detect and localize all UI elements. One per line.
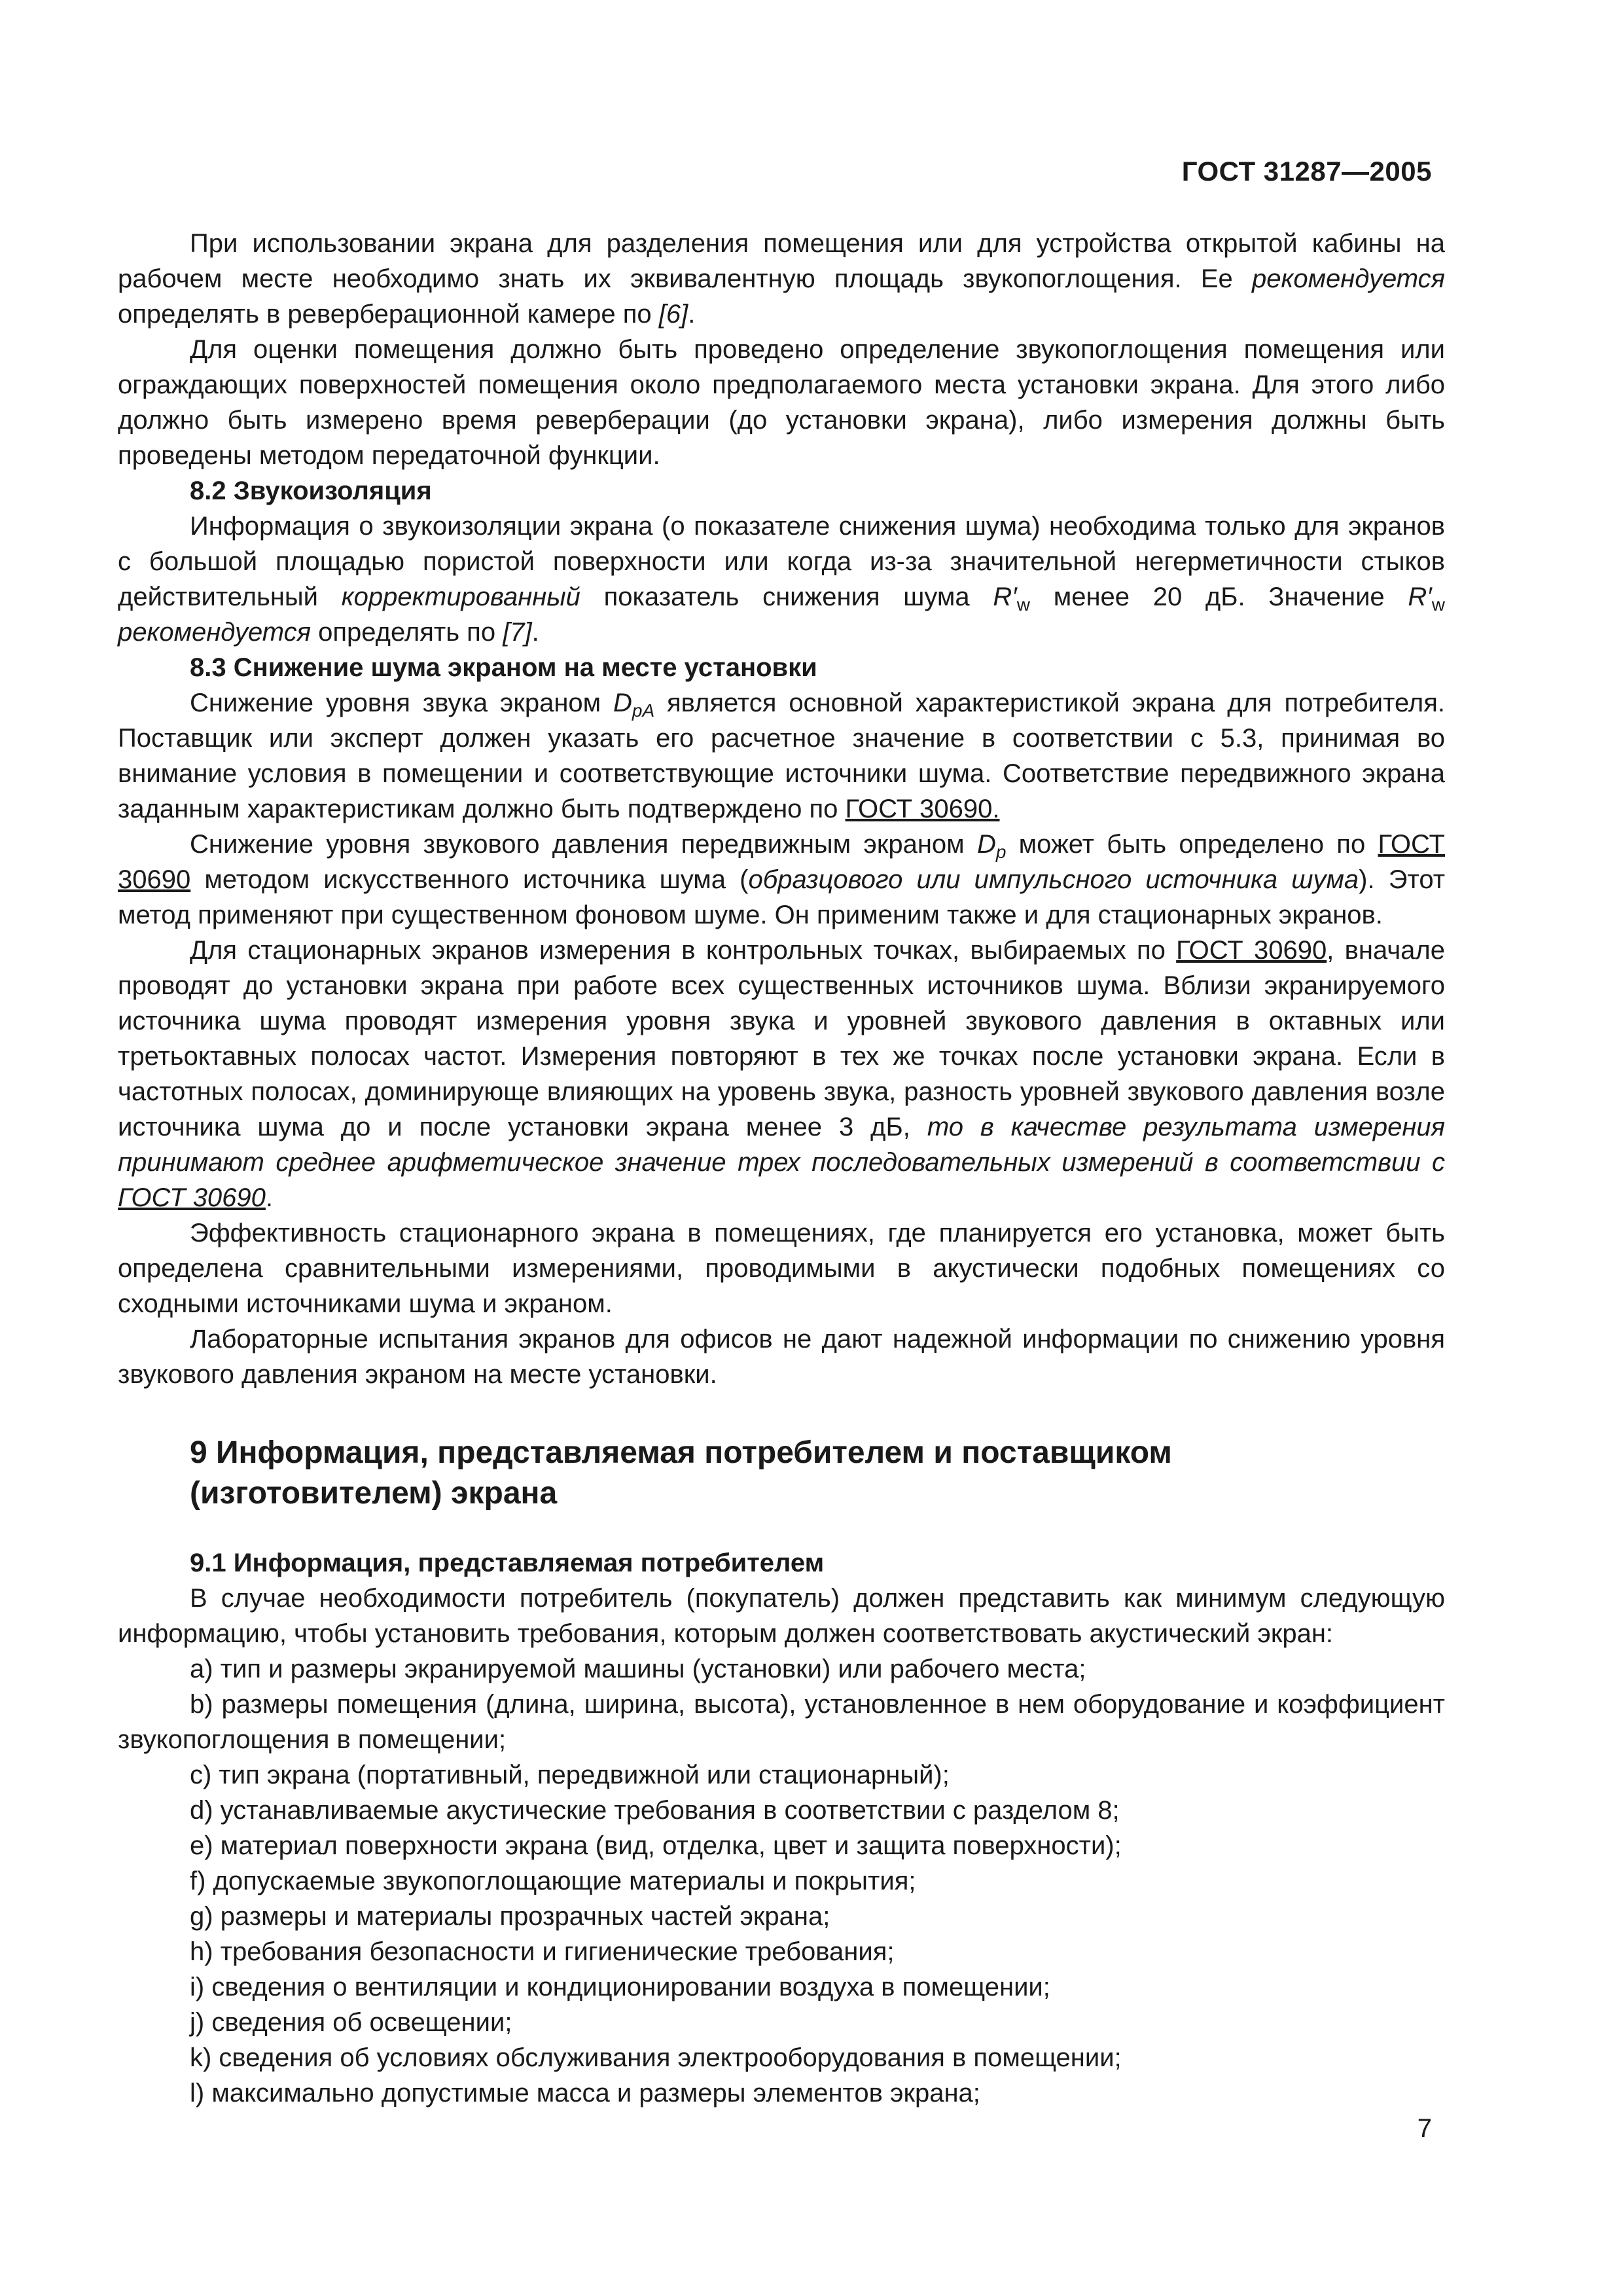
page-content xyxy=(118,226,1445,2111)
list-item: l) максимально допустимые масса и размеры элементов экрана; xyxy=(190,2079,980,2108)
list-item: g) размеры и материалы прозрачных частей экрана; xyxy=(190,1902,830,1931)
reference: [6] xyxy=(658,300,688,329)
subsection-heading: 8.3 Снижение шума экраном на месте установки xyxy=(190,653,817,682)
list-item: a) тип и размеры экранируемой машины (установки) или рабочего места; xyxy=(190,1655,1086,1683)
list-item: h) требования безопасности и гигиенические требования; xyxy=(190,1937,895,1966)
paragraph: Снижение уровня звука экраном $D_{pA}$ является основной характеристикой экрана для потребителя. Поставщик или эксперт должен указать его расчетное значение в соответствии с 5.3, принимая во внимание условия в помещении и соответствующие источники шума. Соответствие передвижного экрана заданным характеристикам должно быть подтверждено по ГОСТ 30690. xyxy=(118,689,1446,823)
paragraph: При использовании экрана для разделения помещения или для устройства открытой кабины на рабочем месте необходимо знать их эквивалентную площадь звукопоглощения. Ее рекомендуется определять в реверберационной камере по [6]. xyxy=(118,229,1445,329)
paragraph: Для стационарных экранов измерения в контрольных точках, выбираемых по ГОСТ 30690, вначале проводят до установки экрана при работе всех существенных источников шума. Вблизи экранируемого источника шума проводят измерения уровня звука и уровней звукового давления в октавных или третьоктавных полосах частот. Измерения повторяют в тех же точках после установки экрана. Если в частотных полосах, доминирующе влияющих на уровень звука, разность уровней звукового давления возле источника шума до и после установки экрана менее 3 дБ, то в качестве результата измерения принимают среднее арифметическое значение трех последовательных измерений в соответствии с ГОСТ 30690. xyxy=(118,936,1445,1212)
page-number: 7 xyxy=(1417,2114,1432,2143)
standard-link[interactable]: ГОСТ 30690 xyxy=(1176,936,1327,965)
paragraph: Эффективность стационарного экрана в помещениях, где планируется его установка, может быть определена сравнительными измерениями, проводимыми в акустически подобных помещениях со сходными источниками шума и экраном. xyxy=(118,1219,1445,1318)
standard-link[interactable]: ГОСТ 30690 xyxy=(118,1183,266,1212)
paragraph: Лабораторные испытания экранов для офисов не дают надежной информации по снижению уровня звукового давления экраном на месте установки. xyxy=(118,1325,1445,1389)
list-item: c) тип экрана (портативный, передвижной или стационарный); xyxy=(190,1761,950,1789)
paragraph: Информация о звукоизоляции экрана (о показателе снижения шума) необходима только для экранов с большой площадью пористой поверхности или когда из-за значительной негерметичности стыков действительный корректированный показатель снижения шума $R'_w$ менее 20 дБ. Значение $R'_w$ рекомендуется определять по [7]. xyxy=(118,512,1445,647)
subsection-heading: 8.2 Звукоизоляция xyxy=(190,476,432,505)
paragraph: Снижение уровня звукового давления передвижным экраном $D_p$ может быть определено по ГОСТ 30690 методом искусственного источника шума (образцового или импульсного источника шума). Этот метод применяют при существенном фоновом шуме. Он применим также и для стационарных экранов. xyxy=(118,830,1446,929)
list-item: b) размеры помещения (длина, ширина, высота), установленное в нем оборудование и коэффициент звукопоглощения в помещении; xyxy=(118,1690,1445,1754)
standard-link[interactable]: ГОСТ 30690 xyxy=(118,830,1445,894)
paragraph: Для оценки помещения должно быть проведено определение звукопоглощения помещения или ограждающих поверхностей помещения около предполагаемого места установки экрана. Для этого либо должно быть измерено время реверберации (до установки экрана), либо измерения должны быть проведены методом передаточной функции. xyxy=(118,335,1445,470)
document-header: ГОСТ 31287—2005 xyxy=(1181,156,1432,187)
list-item: d) устанавливаемые акустические требования в соответствии с разделом 8; xyxy=(190,1796,1120,1825)
list-item: f) допускаемые звукопоглощающие материалы и покрытия; xyxy=(190,1867,916,1895)
standard-link[interactable]: ГОСТ 30690. xyxy=(845,795,1000,823)
list-item: j) сведения об освещении; xyxy=(190,2008,512,2037)
reference: [7] xyxy=(503,618,532,647)
subsection-heading: 9.1 Информация, представляемая потребителем xyxy=(190,1549,825,1577)
list-item: k) сведения об условиях обслуживания электрооборудования в помещении; xyxy=(190,2043,1122,2072)
requirements-list xyxy=(118,1651,1445,2111)
paragraph: В случае необходимости потребитель (покупатель) должен представить как минимум следующую информацию, чтобы установить требования, которым должен соответствовать акустический экран: xyxy=(118,1584,1445,1648)
list-item: e) материал поверхности экрана (вид, отделка, цвет и защита поверхности); xyxy=(190,1831,1122,1860)
list-item: i) сведения о вентиляции и кондиционировании воздуха в помещении; xyxy=(190,1973,1050,2001)
section-title: 9 Информация, представляемая потребителем и поставщиком (изготовителем) экрана xyxy=(190,1435,1172,1511)
